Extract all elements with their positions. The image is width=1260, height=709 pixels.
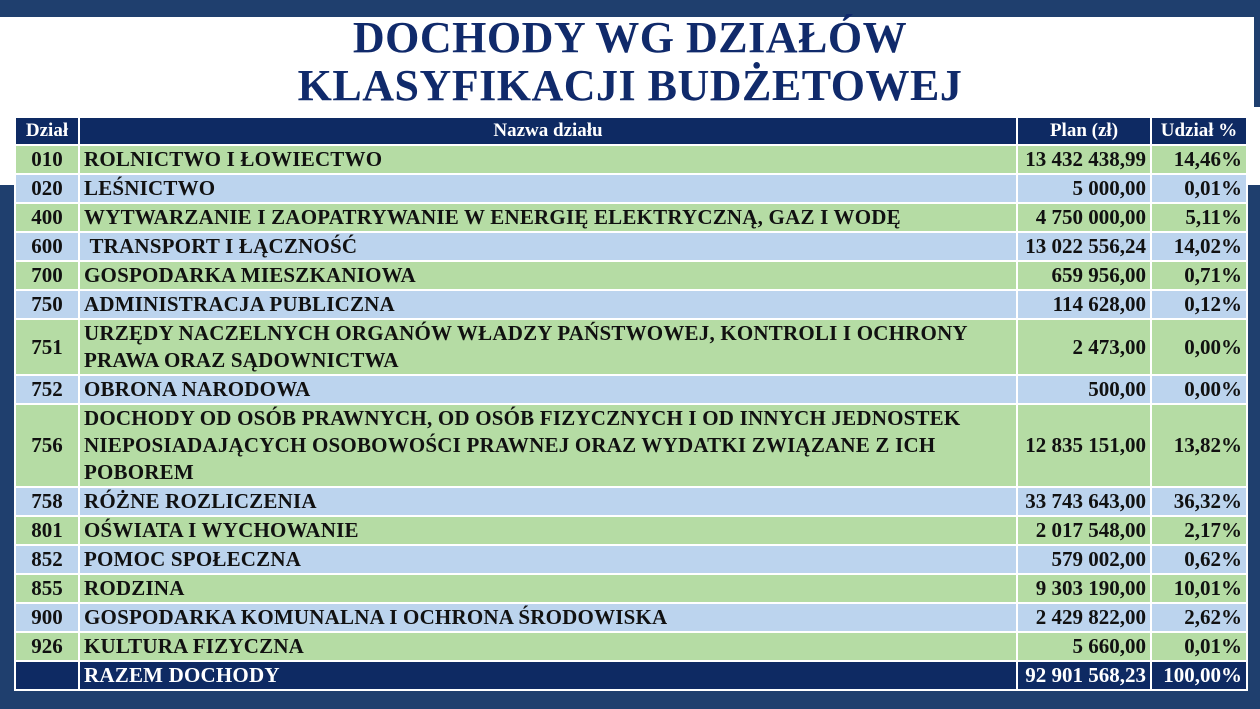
cell-name: OŚWIATA I WYCHOWANIE [79, 516, 1017, 545]
cell-code: 900 [15, 603, 79, 632]
cell-name: ROLNICTWO I ŁOWIECTWO [79, 145, 1017, 174]
table-row [15, 261, 1247, 290]
cell-share: 0,00% [1151, 319, 1247, 375]
cell-share: 0,62% [1151, 545, 1247, 574]
table-row [15, 545, 1247, 574]
cell-name: WYTWARZANIE I ZAOPATRYWANIE W ENERGIĘ ELEKTRYCZNĄ, GAZ I WODĘ [79, 203, 1017, 232]
cell-plan: 4 750 000,00 [1017, 203, 1151, 232]
cell-name: DOCHODY OD OSÓB PRAWNYCH, OD OSÓB FIZYCZNYCH I OD INNYCH JEDNOSTEK NIEPOSIADAJĄCYCH OSOBOWOŚCI PRAWNEJ ORAZ WYDATKI ZWIĄZANE Z ICH POBOREM [79, 404, 1017, 487]
cell-code: 750 [15, 290, 79, 319]
cell-name: TRANSPORT I ŁĄCZNOŚĆ [79, 232, 1017, 261]
cell-share: 0,71% [1151, 261, 1247, 290]
cell-share: 0,12% [1151, 290, 1247, 319]
table-row [15, 404, 1247, 487]
cell-name: RODZINA [79, 574, 1017, 603]
cell-code: 600 [15, 232, 79, 261]
table-header-row [15, 117, 1247, 145]
cell-share: 36,32% [1151, 487, 1247, 516]
cell-code: 700 [15, 261, 79, 290]
cell-code: 926 [15, 632, 79, 661]
table-row [15, 174, 1247, 203]
table-row [15, 516, 1247, 545]
cell-plan: 33 743 643,00 [1017, 487, 1151, 516]
cell-name: GOSPODARKA KOMUNALNA I OCHRONA ŚRODOWISKA [79, 603, 1017, 632]
cell-plan: 5 660,00 [1017, 632, 1151, 661]
cell-name: GOSPODARKA MIESZKANIOWA [79, 261, 1017, 290]
table-row [15, 603, 1247, 632]
cell-plan: 9 303 190,00 [1017, 574, 1151, 603]
cell-code: 855 [15, 574, 79, 603]
cell-code: 010 [15, 145, 79, 174]
table-row [15, 203, 1247, 232]
cell-plan: 12 835 151,00 [1017, 404, 1151, 487]
cell-plan: 579 002,00 [1017, 545, 1151, 574]
cell-share: 0,00% [1151, 375, 1247, 404]
cell-code [15, 661, 79, 690]
cell-code: 020 [15, 174, 79, 203]
cell-name: RAZEM DOCHODY [79, 661, 1017, 690]
cell-plan: 2 473,00 [1017, 319, 1151, 375]
cell-plan: 500,00 [1017, 375, 1151, 404]
cell-plan: 5 000,00 [1017, 174, 1151, 203]
budget-table-body [15, 145, 1247, 690]
cell-share: 2,17% [1151, 516, 1247, 545]
cell-plan: 13 432 438,99 [1017, 145, 1151, 174]
header-share: Udział % [1151, 117, 1247, 145]
budget-table [14, 116, 1248, 691]
cell-share: 10,01% [1151, 574, 1247, 603]
table-row [15, 290, 1247, 319]
table-row [15, 487, 1247, 516]
cell-name: RÓŻNE ROZLICZENIA [79, 487, 1017, 516]
cell-code: 758 [15, 487, 79, 516]
total-row [15, 661, 1247, 690]
cell-code: 852 [15, 545, 79, 574]
table-row [15, 375, 1247, 404]
page-title-line1: DOCHODY WG DZIAŁÓW [352, 13, 908, 62]
table-row [15, 632, 1247, 661]
cell-code: 801 [15, 516, 79, 545]
cell-name: OBRONA NARODOWA [79, 375, 1017, 404]
cell-share: 2,62% [1151, 603, 1247, 632]
header-name: Nazwa działu [79, 117, 1017, 145]
cell-share: 5,11% [1151, 203, 1247, 232]
cell-plan: 13 022 556,24 [1017, 232, 1151, 261]
header-code: Dział [15, 117, 79, 145]
cell-plan: 92 901 568,23 [1017, 661, 1151, 690]
cell-plan: 114 628,00 [1017, 290, 1151, 319]
table-row [15, 145, 1247, 174]
cell-plan: 2 017 548,00 [1017, 516, 1151, 545]
cell-share: 0,01% [1151, 174, 1247, 203]
cell-name: LEŚNICTWO [79, 174, 1017, 203]
cell-name: ADMINISTRACJA PUBLICZNA [79, 290, 1017, 319]
cell-share: 14,46% [1151, 145, 1247, 174]
table-row [15, 574, 1247, 603]
page-title-line2: KLASYFIKACJI BUDŻETOWEJ [297, 61, 963, 110]
cell-share: 14,02% [1151, 232, 1247, 261]
cell-share: 0,01% [1151, 632, 1247, 661]
table-row [15, 232, 1247, 261]
cell-plan: 2 429 822,00 [1017, 603, 1151, 632]
table-row [15, 319, 1247, 375]
cell-name: KULTURA FIZYCZNA [79, 632, 1017, 661]
cell-name: POMOC SPOŁECZNA [79, 545, 1017, 574]
cell-code: 400 [15, 203, 79, 232]
header-plan: Plan (zł) [1017, 117, 1151, 145]
cell-code: 756 [15, 404, 79, 487]
cell-share: 100,00% [1151, 661, 1247, 690]
cell-code: 751 [15, 319, 79, 375]
cell-plan: 659 956,00 [1017, 261, 1151, 290]
cell-name: URZĘDY NACZELNYCH ORGANÓW WŁADZY PAŃSTWOWEJ, KONTROLI I OCHRONY PRAWA ORAZ SĄDOWNICTWA [79, 319, 1017, 375]
page-title [0, 14, 1260, 110]
cell-share: 13,82% [1151, 404, 1247, 487]
cell-code: 752 [15, 375, 79, 404]
